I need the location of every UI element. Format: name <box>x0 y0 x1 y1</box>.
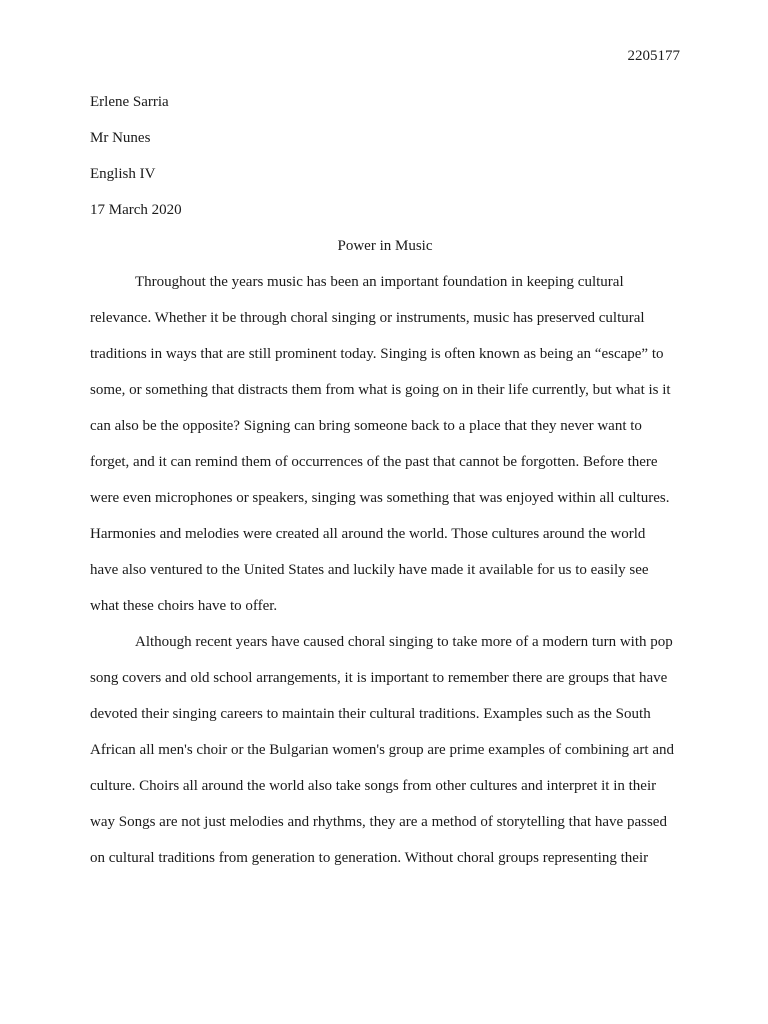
paragraph-line: Throughout the years music has been an important foundation in keeping cultural <box>135 274 624 290</box>
paragraph-line: devoted their singing careers to maintain their cultural traditions. Examples such as the South <box>90 706 651 722</box>
mla-heading <box>90 92 680 236</box>
author-name: Erlene Sarria <box>90 94 169 110</box>
paragraph-line: song covers and old school arrangements, it is important to remember there are groups that have <box>90 670 668 686</box>
paragraph-line: way Songs are not just melodies and rhythms, they are a method of storytelling that have passed <box>90 814 667 830</box>
paragraph-line: some, or something that distracts them from what is going on in their life currently, but what is it <box>90 382 671 398</box>
paragraph-line: African all men's choir or the Bulgarian women's group are prime examples of combining art and <box>90 742 674 758</box>
instructor-name: Mr Nunes <box>90 130 151 146</box>
paragraph-2 <box>90 632 680 884</box>
essay-body <box>90 272 680 884</box>
page-header-id: 2205177 <box>627 48 680 64</box>
course-name: English IV <box>90 166 156 182</box>
paragraph-line: on cultural traditions from generation to generation. Without choral groups representing their <box>90 850 649 866</box>
essay-title: Power in Music <box>337 238 433 254</box>
paragraph-line: relevance. Whether it be through choral singing or instruments, music has preserved cultural <box>90 310 645 326</box>
paragraph-1 <box>90 272 680 632</box>
paragraph-line: Although recent years have caused choral singing to take more of a modern turn with pop <box>135 634 673 650</box>
essay-date: 17 March 2020 <box>90 202 182 218</box>
paragraph-line: were even microphones or speakers, singing was something that was enjoyed within all cultures. <box>90 490 670 506</box>
paragraph-line: forget, and it can remind them of occurrences of the past that cannot be forgotten. Before there <box>90 454 658 470</box>
paragraph-line: Harmonies and melodies were created all around the world. Those cultures around the world <box>90 526 646 542</box>
paragraph-line: have also ventured to the United States and luckily have made it available for us to easily see <box>90 562 649 578</box>
paragraph-line: culture. Choirs all around the world also take songs from other cultures and interpret it in their <box>90 778 657 794</box>
paragraph-line: what these choirs have to offer. <box>90 598 278 614</box>
paragraph-line: can also be the opposite? Signing can bring someone back to a place that they never want to <box>90 418 642 434</box>
paragraph-line: traditions in ways that are still prominent today. Singing is often known as being an “escape” to <box>90 346 664 362</box>
